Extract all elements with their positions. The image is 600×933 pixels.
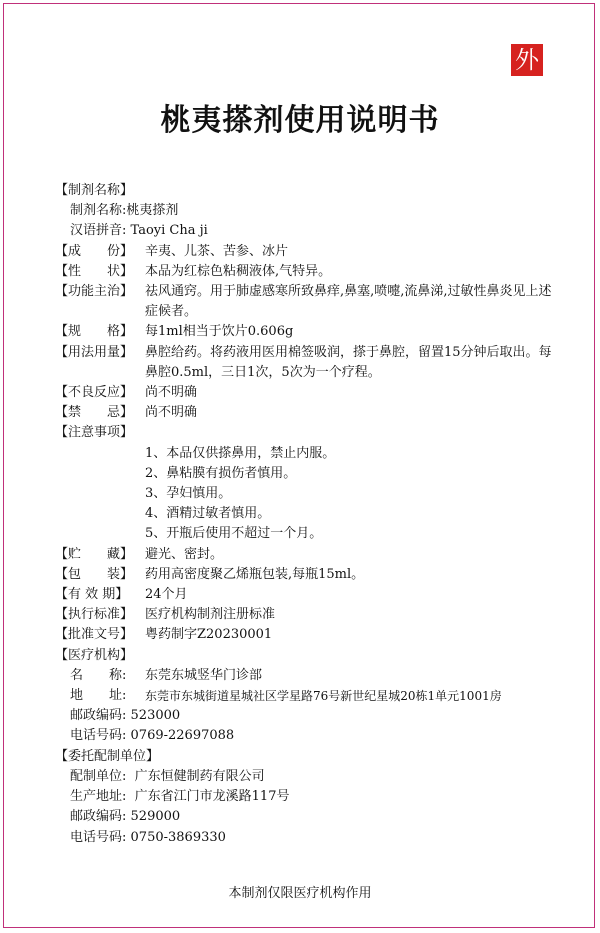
ent-zip-row	[55, 807, 555, 827]
note-text: 3、孕妇慎用。	[145, 486, 232, 502]
contra-row	[55, 403, 555, 423]
ingredients-row	[55, 242, 555, 262]
institution-header-row	[55, 646, 555, 666]
standard-label: 【执行标准】	[55, 607, 134, 623]
pinyin-value: Taoyi Cha ji	[130, 223, 208, 239]
note-text: 2、鼻粘膜有损伤者慎用。	[145, 465, 297, 481]
usage-row	[55, 343, 555, 383]
contra-value: 尚不明确	[145, 405, 198, 421]
inst-addr-row	[55, 686, 555, 706]
name-label: 制剂名称:	[70, 203, 127, 219]
ent-addr-row	[55, 787, 555, 807]
ent-tel-row	[55, 828, 555, 848]
note-item	[55, 464, 555, 484]
inst-name-value: 东莞东城竖华门诊部	[145, 667, 263, 683]
storage-label: 【贮 藏】	[55, 546, 134, 562]
spec-value: 每1ml相当于饮片0.606g	[145, 324, 294, 340]
pinyin-label: 汉语拼音:	[70, 223, 127, 239]
ent-addr-label: 生产地址:	[70, 789, 127, 805]
name-header: 【制剂名称】	[55, 183, 134, 198]
external-use-badge: 外	[511, 44, 543, 76]
inst-addr-label: 地 址:	[70, 688, 127, 704]
note-item	[55, 504, 555, 524]
note-text: 4、酒精过敏者慎用。	[145, 506, 271, 522]
adverse-value: 尚不明确	[145, 385, 198, 401]
ent-addr-value: 广东省江门市龙溪路117号	[134, 789, 290, 805]
approval-value: 粤药制字Z20230001	[145, 627, 273, 643]
storage-value: 避光、密封。	[145, 546, 224, 562]
ent-tel-label: 电话号码:	[70, 829, 127, 845]
inst-name-label: 名 称:	[70, 667, 127, 683]
note-text: 5、开瓶后使用不超过一个月。	[145, 526, 323, 542]
spec-row	[55, 322, 555, 342]
ent-tel-value: 0750-3869330	[130, 829, 226, 845]
ent-name-value: 广东恒健制药有限公司	[134, 768, 265, 784]
notes-label: 【注意事项】	[55, 425, 134, 441]
name-row	[55, 201, 555, 221]
note-text: 1、本品仅供搽鼻用，禁止内服。	[145, 445, 336, 461]
function-label: 【功能主治】	[55, 284, 134, 300]
note-item	[55, 444, 555, 464]
ingredients-value: 辛夷、儿茶、苦参、冰片	[145, 243, 289, 259]
package-value: 药用高密度聚乙烯瓶包装,每瓶15ml。	[145, 566, 365, 582]
page-title: 桃夷搽剂使用说明书	[160, 103, 440, 138]
inst-zip-value: 523000	[130, 708, 181, 724]
function-value: 祛风通窍。用于肺虚感寒所致鼻痒,鼻塞,喷嚏,流鼻涕,过敏性鼻炎见上述症候者。	[145, 284, 552, 320]
ingredients-label: 【成 份】	[55, 243, 134, 259]
spec-label: 【规 格】	[55, 324, 134, 340]
approval-row	[55, 625, 555, 645]
inst-name-row	[55, 666, 555, 686]
standard-row	[55, 605, 555, 625]
ent-name-label: 配制单位:	[70, 768, 127, 784]
note-item	[55, 524, 555, 544]
instruction-body	[55, 181, 555, 848]
footer-note: 本制剂仅限医疗机构作用	[228, 886, 372, 901]
pinyin-row	[55, 221, 555, 241]
inst-tel-row	[55, 726, 555, 746]
inst-tel-value: 0769-22697088	[130, 728, 235, 744]
function-row	[55, 282, 555, 322]
validity-value: 24个月	[145, 587, 188, 603]
ent-zip-label: 邮政编码:	[70, 809, 127, 825]
usage-label: 【用法用量】	[55, 344, 134, 360]
inst-tel-label: 电话号码:	[70, 728, 127, 744]
usage-value: 鼻腔给药。将药液用医用棉签吸润，搽于鼻腔，留置15分钟后取出。每鼻腔0.5ml，三日1次，5次为一个疗程。	[145, 344, 552, 380]
notes-header-row	[55, 423, 555, 443]
package-row	[55, 565, 555, 585]
appearance-value: 本品为红棕色粘稠液体,气特异。	[145, 263, 332, 279]
storage-row	[55, 545, 555, 565]
appearance-row	[55, 262, 555, 282]
name-header-row	[55, 181, 555, 201]
appearance-label: 【性 状】	[55, 263, 134, 279]
adverse-row	[55, 383, 555, 403]
validity-label: 【有 效 期】	[55, 587, 129, 603]
name-value: 桃夷搽剂	[126, 203, 179, 219]
ent-zip-value: 529000	[130, 809, 181, 825]
note-item	[55, 484, 555, 504]
entrust-label: 【委托配制单位】	[55, 748, 160, 764]
adverse-label: 【不良反应】	[55, 385, 134, 401]
package-label: 【包 装】	[55, 566, 134, 582]
contra-label: 【禁 忌】	[55, 405, 134, 421]
inst-zip-row	[55, 706, 555, 726]
entrust-header-row	[55, 747, 555, 767]
institution-label: 【医疗机构】	[55, 647, 134, 663]
inst-addr-value: 东莞市东城街道星城社区学星路76号新世纪星城20栋1单元1001房	[145, 689, 502, 704]
inst-zip-label: 邮政编码:	[70, 708, 127, 724]
ent-name-row	[55, 767, 555, 787]
approval-label: 【批准文号】	[55, 627, 134, 643]
standard-value: 医疗机构制剂注册标准	[145, 607, 276, 623]
validity-row	[55, 585, 555, 605]
